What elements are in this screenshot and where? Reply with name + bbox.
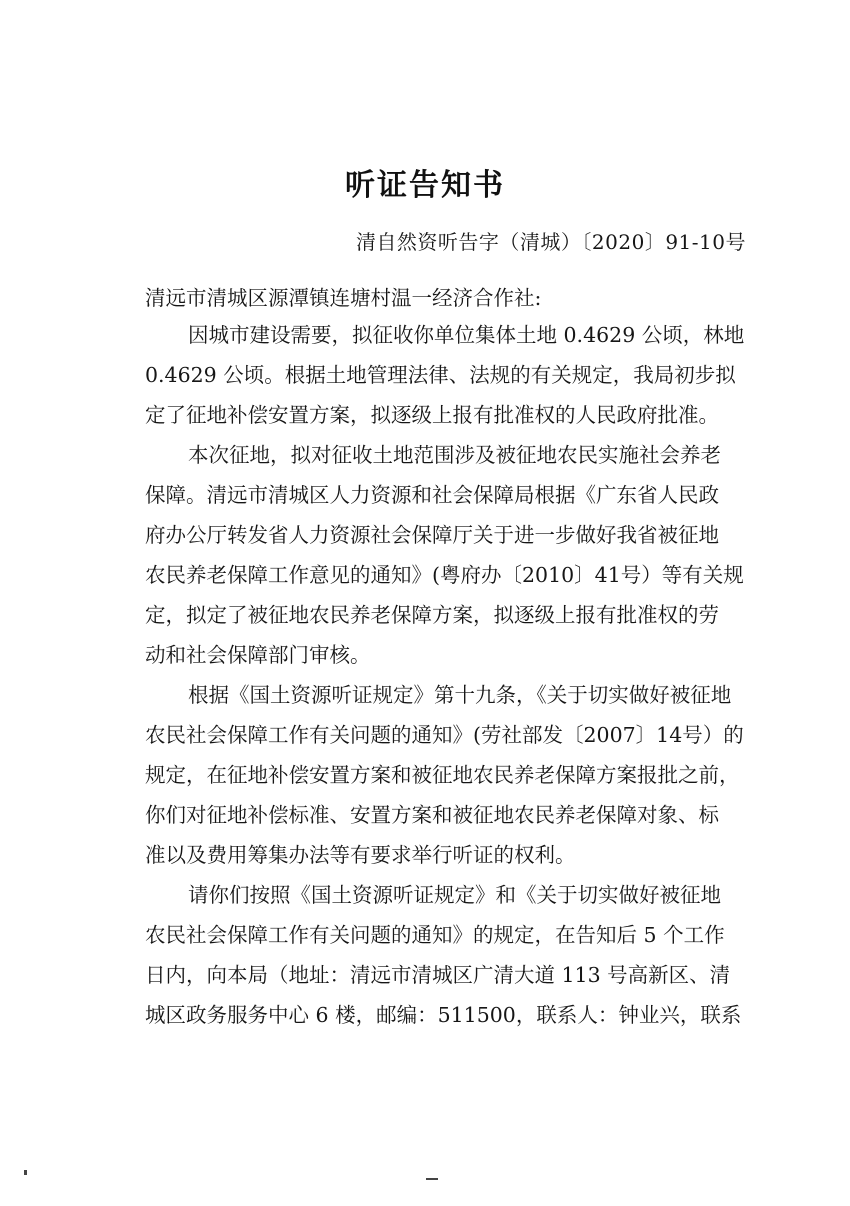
paragraph-line: 城区政务服务中心 6 楼，邮编：511500，联系人：钟业兴，联系	[145, 1003, 742, 1027]
scan-speck	[426, 1178, 438, 1180]
paragraph-line: 请你们按照《国土资源听证规定》和《关于切实做好被征地	[188, 883, 721, 907]
paragraph-line: 农民社会保障工作有关问题的通知》的规定，在告知后 5 个工作	[145, 923, 725, 947]
paragraph-line: 准以及费用筹集办法等有要求举行听证的权利。	[145, 843, 576, 867]
paragraph-line: 0.4629 公顷。根据土地管理法律、法规的有关规定，我局初步拟	[145, 363, 736, 387]
document-title: 听证告知书	[345, 168, 505, 203]
paragraph-line: 规定，在征地补偿安置方案和被征地农民养老保障方案报批之前，	[145, 763, 740, 787]
paragraph-line: 动和社会保障部门审核。	[145, 643, 371, 667]
addressee: 清远市清城区源潭镇连塘村温一经济合作社:	[145, 286, 542, 310]
paragraph-line: 你们对征地补偿标准、安置方案和被征地农民养老保障对象、标	[145, 803, 719, 827]
paragraph-line: 农民养老保障工作意见的通知》(粤府办〔2010〕41号）等有关规	[145, 563, 744, 587]
paragraph-line: 保障。清远市清城区人力资源和社会保障局根据《广东省人民政	[145, 483, 719, 507]
paragraph-line: 根据《国土资源听证规定》第十九条，《关于切实做好被征地	[188, 683, 732, 707]
paragraph-line: 农民社会保障工作有关问题的通知》(劳社部发〔2007〕14号）的	[145, 723, 744, 747]
paragraph-line: 定了征地补偿安置方案，拟逐级上报有批准权的人民政府批准。	[145, 403, 719, 427]
paragraph-line: 因城市建设需要，拟征收你单位集体土地 0.4629 公顷，林地	[188, 323, 745, 347]
document-number: 清自然资听告字（清城）〔2020〕91-10号	[355, 230, 746, 254]
scan-speck	[24, 1170, 27, 1175]
paragraph-line: 日内，向本局（地址：清远市清城区广清大道 113 号高新区、清	[145, 963, 731, 987]
paragraph-line: 本次征地，拟对征收土地范围涉及被征地农民实施社会养老	[188, 443, 721, 467]
paragraph-line: 定，拟定了被征地农民养老保障方案，拟逐级上报有批准权的劳	[145, 603, 719, 627]
paragraph-line: 府办公厅转发省人力资源社会保障厅关于进一步做好我省被征地	[145, 523, 719, 547]
